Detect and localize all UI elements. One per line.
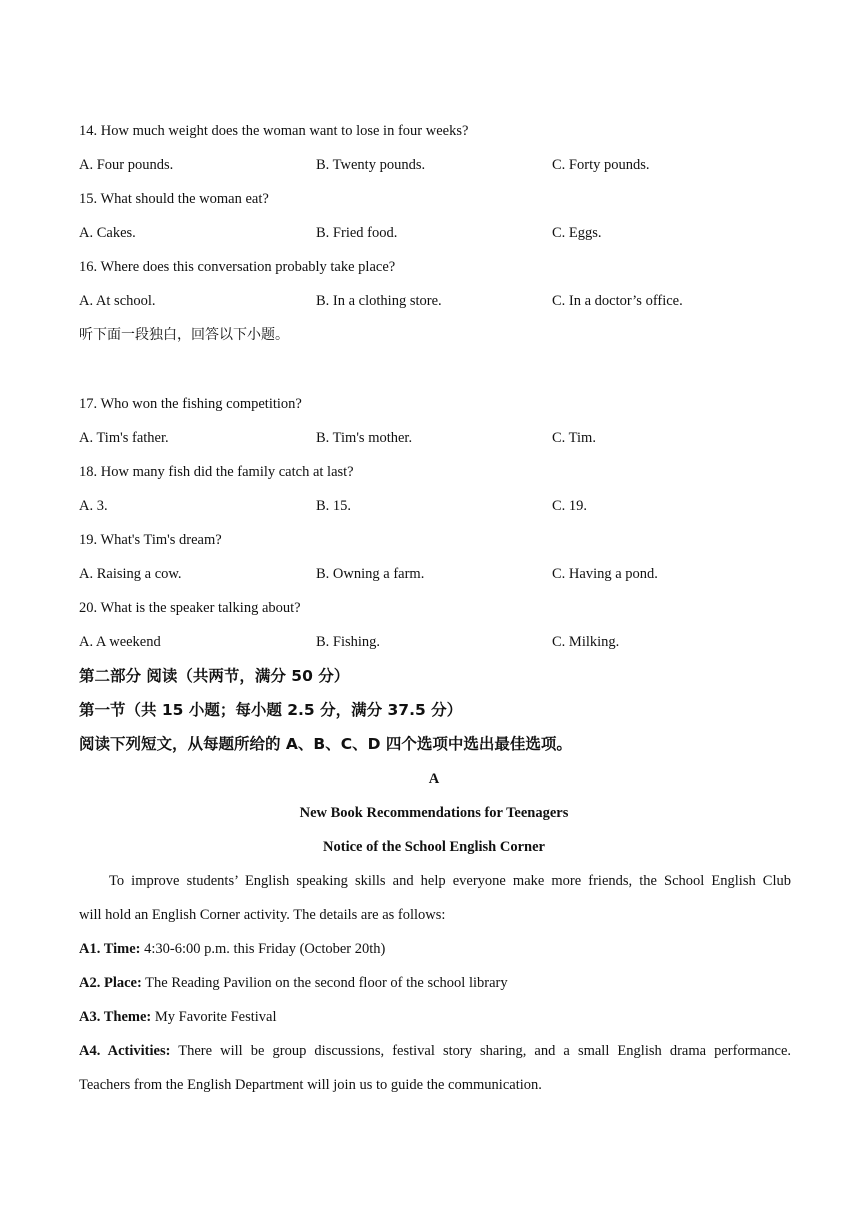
- q14-option-b: B. Twenty pounds.: [316, 157, 426, 173]
- q17-option-b: B. Tim's mother.: [316, 430, 413, 446]
- q18-option-a: A. 3.: [79, 498, 108, 514]
- detail-activities-label: A4. Activities:: [79, 1043, 171, 1059]
- question-19: 19. What's Tim's dream?: [79, 532, 222, 548]
- q17-option-a: A. Tim's father.: [79, 430, 169, 446]
- question-18: 18. How many fish did the family catch at last?: [79, 464, 354, 480]
- detail-theme-text: My Favorite Festival: [151, 1009, 277, 1025]
- q15-option-a: A. Cakes.: [79, 225, 136, 241]
- detail-place: [79, 974, 791, 992]
- q20-option-b: B. Fishing.: [316, 634, 381, 650]
- q20-option-a: A. A weekend: [79, 634, 161, 650]
- detail-theme: [79, 1008, 791, 1026]
- q17-option-c: C. Tim.: [552, 430, 596, 446]
- question-20: 20. What is the speaker talking about?: [79, 600, 301, 616]
- detail-time-text: 4:30-6:00 p.m. this Friday (October 20th): [140, 941, 386, 957]
- q16-option-a: A. At school.: [79, 293, 156, 309]
- monologue-instruction: 听下面一段独白，回答以下小题。: [79, 327, 289, 343]
- q14-option-c: C. Forty pounds.: [552, 157, 650, 173]
- q18-option-b: B. 15.: [316, 498, 352, 514]
- detail-theme-label: A3. Theme:: [79, 1009, 152, 1025]
- q20-option-c: C. Milking.: [552, 634, 620, 650]
- detail-time-label: A1. Time:: [79, 941, 141, 957]
- part2-title: 第二部分 阅读（共两节，满分 50 分）: [79, 667, 350, 685]
- intro-line-1: To improve students’ English speaking skills and help everyone make more friends, the School English Club: [109, 873, 791, 889]
- detail-place-label: A2. Place:: [79, 975, 142, 991]
- section1-title: 第一节（共 15 小题；每小题 2.5 分，满分 37.5 分）: [79, 701, 463, 719]
- question-16: 16. Where does this conversation probably take place?: [79, 259, 396, 275]
- q19-option-a: A. Raising a cow.: [79, 566, 182, 582]
- q15-option-b: B. Fried food.: [316, 225, 398, 241]
- q16-option-c: C. In a doctor’s office.: [552, 293, 683, 309]
- intro-line-2: will hold an English Corner activity. The details are as follows:: [79, 907, 446, 923]
- closing-line: Teachers from the English Department will join us to guide the communication.: [79, 1077, 542, 1093]
- question-14: 14. How much weight does the woman want to lose in four weeks?: [79, 123, 469, 139]
- q19-option-c: C. Having a pond.: [552, 566, 658, 582]
- q19-option-b: B. Owning a farm.: [316, 566, 425, 582]
- q16-option-b: B. In a clothing store.: [316, 293, 442, 309]
- detail-activities: [79, 1042, 791, 1060]
- detail-time: [79, 940, 791, 958]
- question-17: 17. Who won the fishing competition?: [79, 396, 302, 412]
- passage-title-2: Notice of the School English Corner: [323, 839, 545, 855]
- q15-option-c: C. Eggs.: [552, 225, 602, 241]
- q18-option-c: C. 19.: [552, 498, 588, 514]
- passage-title-1: New Book Recommendations for Teenagers: [299, 805, 569, 821]
- passage-letter: A: [428, 771, 440, 787]
- q14-option-a: A. Four pounds.: [79, 157, 174, 173]
- reading-instruction: 阅读下列短文，从每题所给的 A、B、C、D 四个选项中选出最佳选项。: [79, 735, 572, 753]
- question-15: 15. What should the woman eat?: [79, 191, 269, 207]
- detail-place-text: The Reading Pavilion on the second floor of the school library: [141, 975, 508, 991]
- detail-activities-text: There will be group discussions, festival story sharing, and a small English drama performance.: [170, 1043, 792, 1059]
